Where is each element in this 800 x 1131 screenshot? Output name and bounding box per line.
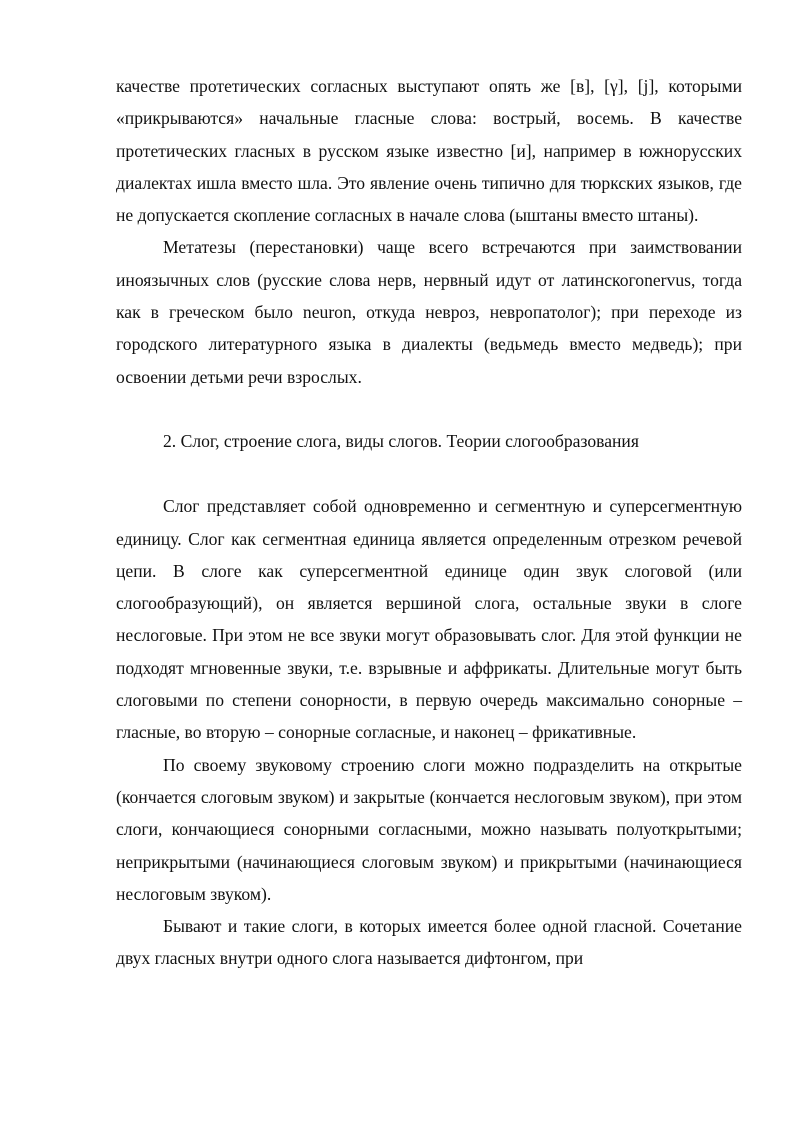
paragraph-prothesis-continuation: качестве протетических согласных выступают опять же [в], [γ], [j], которыми «прикрываются» начальные гласные слова: вострый, восемь. В качестве протетических гласных в русском языке известно [и], например в южнорусских диалектах ишла вместо шла. Это явление очень типично для тюркских языков, где не допускается скопление согласных в начале слова (ыштаны вместо штаны). [116, 76, 742, 226]
paragraph-syllable-definition: Слог представляет собой одновременно и сегментную и суперсегментную единицу. Слог как сегментная единица является определенным отрезком речевой цепи. В слоге как суперсегментной единице один звук слоговой (или слогообразующий), он является вершиной слога, остальные звуки в слоге неслоговые. При этом не все звуки могут образовывать слог. Для этой функции не подходят мгновенные звуки, т.е. взрывные и аффрикаты. Длительные могут быть слоговыми по степени сонорности, в первую очередь максимально сонорные – гласные, во вторую – сонорные согласные, и наконец – фрикативные. [116, 496, 742, 743]
section-heading: 2. Слог, строение слога, виды слогов. Теории слогообразования [163, 430, 639, 451]
paragraph-syllable-structure: По своему звуковому строению слоги можно подразделить на открытые (кончается слоговым звуком) и закрытые (кончается неслоговым звуком), при этом слоги, кончающиеся сонорными согласными, можно называть полуоткрытыми; неприкрытыми (начинающиеся слоговым звуком) и прикрытыми (начинающиеся неслоговым звуком). [116, 754, 742, 904]
paragraph-metathesis: Метатезы (перестановки) чаще всего встречаются при заимствовании иноязычных слов (русские слова нерв, нервный идут от латинскогоnervus, тогда как в греческом было neuron, откуда невроз, невропатолог); при переходе из городского литературного языка в диалекты (ведьмедь вместо медведь); при освоении детьми речи взрослых. [116, 237, 742, 387]
text-body [116, 70, 742, 975]
paragraph-diphthong: Бывают и такие слоги, в которых имеется более одной гласной. Сочетание двух гласных внутри одного слога называется дифтонгом, при [116, 916, 742, 969]
